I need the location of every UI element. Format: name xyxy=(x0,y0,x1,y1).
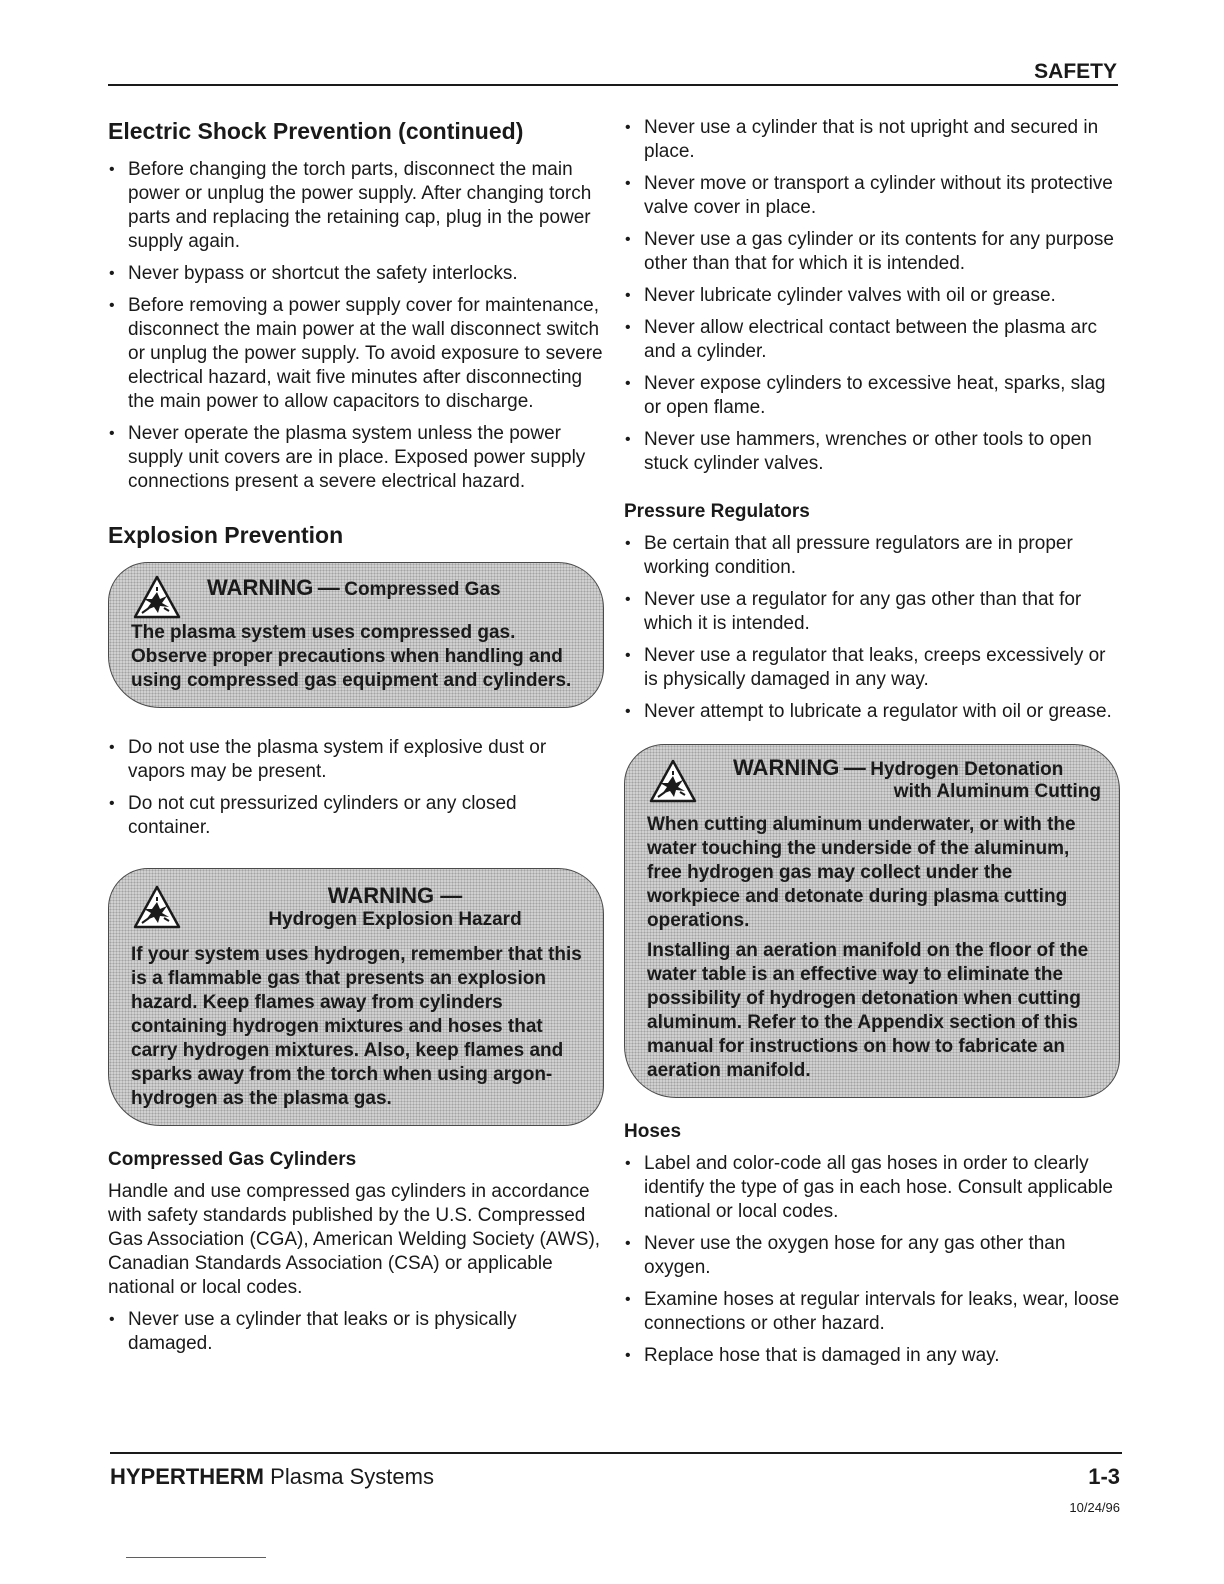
warning-body: The plasma system uses compressed gas. Observe proper precautions when handling and using compressed gas equipment and cylinders. xyxy=(131,622,572,691)
list-item: • Never use hammers, wrenches or other tools to open stuck cylinder valves. xyxy=(624,428,1120,476)
cylinders-intro: Handle and use compressed gas cylinders in accordance with safety standards published by the U.S. Compressed Gas Association (CGA), American Welding Society (AWS), Canadian Standards Association (CSA) or applicable national or local codes. xyxy=(108,1181,601,1298)
right-column xyxy=(624,116,1120,1376)
warning-title: WARNING xyxy=(733,755,840,780)
warning-title: WARNING xyxy=(207,575,314,600)
heading-hoses: Hoses xyxy=(624,1121,682,1142)
list-item: • Never lubricate cylinder valves with oil or grease. xyxy=(624,284,1120,308)
warning-hydrogen-explosion xyxy=(108,868,604,1126)
list-item: • Never use the oxygen hose for any gas other than oxygen. xyxy=(624,1232,1120,1280)
hose-list xyxy=(624,1152,1120,1368)
explosion-warning-icon xyxy=(133,885,181,929)
warning-subtitle-line2: with Aluminum Cutting xyxy=(893,781,1101,802)
list-item: • Before removing a power supply cover for maintenance, disconnect the main power at the wall disconnect switch or unplug the power supply. To avoid exposure to severe electrical hazard, wait five minutes after disconnecting the main power to allow capacitors to discharge. xyxy=(108,294,604,414)
explosion-list xyxy=(108,736,604,840)
regulator-list xyxy=(624,532,1120,724)
heading-explosion-prevention: Explosion Prevention xyxy=(108,522,344,548)
header-rule xyxy=(108,84,1118,86)
list-item: • Never move or transport a cylinder without its protective valve cover in place. xyxy=(624,172,1120,220)
list-item: • Never use a regulator that leaks, creeps excessively or is physically damaged in any way. xyxy=(624,644,1120,692)
list-item: • Replace hose that is damaged in any way. xyxy=(624,1344,1120,1368)
warning-dash: — xyxy=(317,575,340,600)
list-item: • Never expose cylinders to excessive heat, sparks, slag or open flame. xyxy=(624,372,1120,420)
list-item: • Never operate the plasma system unless the power supply unit covers are in place. Exposed power supply connections present a severe electrical hazard. xyxy=(108,422,604,494)
warning-dash: — xyxy=(843,755,866,780)
list-item: • Do not use the plasma system if explosive dust or vapors may be present. xyxy=(108,736,604,784)
warning-subtitle: Hydrogen Explosion Hazard xyxy=(268,909,522,930)
bottom-divider xyxy=(126,1557,266,1558)
list-item: • Before changing the torch parts, disconnect the main power or unplug the power supply. After changing torch parts and replacing the retaining cap, plug in the power supply again. xyxy=(108,158,604,254)
cylinder-list-left xyxy=(108,1308,604,1356)
explosion-warning-icon xyxy=(133,575,181,619)
warning-body: If your system uses hydrogen, remember that this is a flammable gas that presents an explosion hazard. Keep flames away from cylinders containing hydrogen mixtures and hoses that carry hydrogen mixtures. Also, keep flames and sparks away from the torch when using argon-hydrogen as the plasma gas. xyxy=(131,944,582,1109)
footer-rule xyxy=(110,1452,1122,1454)
warning-hydrogen-detonation xyxy=(624,744,1120,1098)
shock-list xyxy=(108,158,604,494)
heading-compressed-gas-cylinders: Compressed Gas Cylinders xyxy=(108,1149,357,1170)
left-column xyxy=(108,116,604,1364)
list-item: • Never use a gas cylinder or its contents for any purpose other than that for which it is intended. xyxy=(624,228,1120,276)
list-item: • Examine hoses at regular intervals for leaks, wear, loose connections or other hazard. xyxy=(624,1288,1120,1336)
footer-brand xyxy=(110,1464,434,1490)
brand-name: HYPERTHERM xyxy=(110,1464,265,1489)
list-item: • Do not cut pressurized cylinders or any closed container. xyxy=(108,792,604,840)
list-item: • Never use a cylinder that is not upright and secured in place. xyxy=(624,116,1120,164)
page-number: 1-3 xyxy=(1088,1464,1120,1489)
warning-subtitle: Compressed Gas xyxy=(344,579,501,600)
section-label: SAFETY xyxy=(1034,60,1117,83)
list-item: • Be certain that all pressure regulators are in proper working condition. xyxy=(624,532,1120,580)
revision-date: 10/24/96 xyxy=(1069,1500,1120,1515)
list-item: • Never allow electrical contact between the plasma arc and a cylinder. xyxy=(624,316,1120,364)
list-item: • Never use a cylinder that leaks or is physically damaged. xyxy=(108,1308,604,1356)
warning-compressed-gas xyxy=(108,562,604,708)
explosion-warning-icon xyxy=(649,759,697,803)
heading-pressure-regulators: Pressure Regulators xyxy=(624,501,810,522)
list-item: • Never use a regulator for any gas other than that for which it is intended. xyxy=(624,588,1120,636)
cylinder-list-right xyxy=(624,116,1120,476)
brand-tagline: Plasma Systems xyxy=(270,1464,434,1489)
list-item: • Label and color-code all gas hoses in order to clearly identify the type of gas in each hose. Consult applicable national or local codes. xyxy=(624,1152,1120,1224)
warning-body-2: Installing an aeration manifold on the floor of the water table is an effective way to eliminate the possibility of hydrogen detonation when cutting aluminum. Refer to the Appendix section of this manual for instructions on how to fabricate an aeration manifold. xyxy=(647,940,1089,1081)
warning-body: When cutting aluminum underwater, or with the water touching the underside of the aluminum, free hydrogen gas may collect under the workpiece and detonate during plasma cutting operations. xyxy=(647,814,1076,931)
warning-title: WARNING — xyxy=(327,883,463,908)
list-item: • Never bypass or shortcut the safety interlocks. xyxy=(108,262,604,286)
heading-electric-shock: Electric Shock Prevention (continued) xyxy=(108,118,524,144)
list-item: • Never attempt to lubricate a regulator with oil or grease. xyxy=(624,700,1120,724)
warning-subtitle: Hydrogen Detonation xyxy=(870,759,1064,780)
